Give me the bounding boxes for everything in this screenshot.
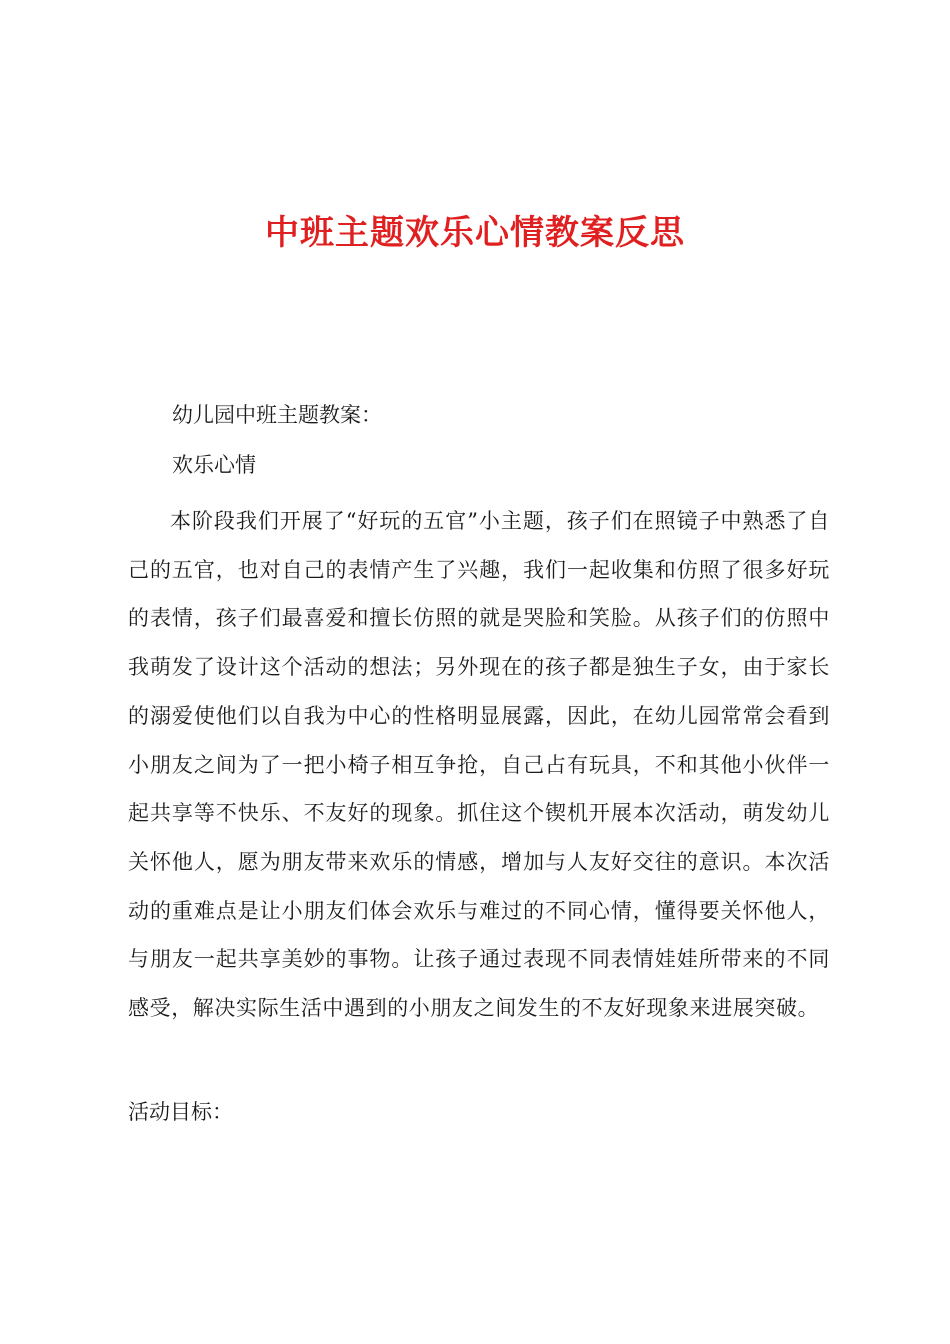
subtitle-line-1: 幼儿园中班主题教案： (172, 403, 382, 427)
subtitle-line-2: 欢乐心情 (172, 453, 256, 477)
section-heading: 活动目标： (128, 1100, 233, 1124)
document-title: 中班主题欢乐心情教案反思 (265, 213, 685, 253)
body-paragraph: 本阶段我们开展了“好玩的五官”小主题，孩子们在照镜子中熟悉了自己的五官，也对自己的表情产生了兴趣，我们一起收集和仿照了很多好玩的表情，孩子们最喜爱和擅长仿照的就是哭脸和笑脸。从孩子们的仿照中我萌发了设计这个活动的想法；另外现在的孩子都是独生子女，由于家长的溺爱使他们以自我为中心的性格明显展露，因此，在幼儿园常常会看到小朋友之间为了一把小椅子相互争抢，自己占有玩具，不和其他小伙伴一起共享等不快乐、不友好的现象。抓住这个锲机开展本次活动，萌发幼儿关怀他人，愿为朋友带来欢乐的情感，增加与人友好交往的意识。本次活动的重难点是让小朋友们体会欢乐与难过的不同心情，懂得要关怀他人，与朋友一起共享美妙的事物。让孩子通过表现不同表情娃娃所带来的不同感受，解决实际生活中遇到的小朋友之间发生的不友好现象来进展突破。 (128, 509, 830, 1021)
